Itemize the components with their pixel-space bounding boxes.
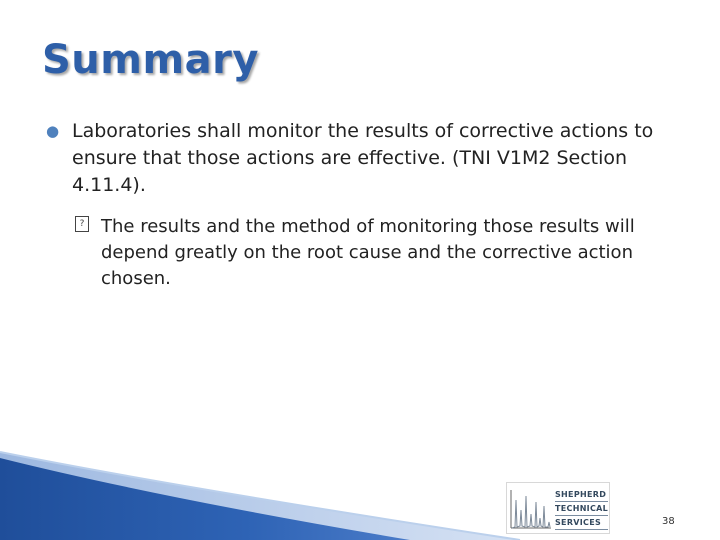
missing-glyph-box-icon: ? bbox=[75, 216, 89, 232]
bullet-level-2 bbox=[75, 214, 675, 292]
page-number: 38 bbox=[662, 516, 675, 527]
bullet-text: Laboratories shall monitor the results of corrective actions to ensure that those actions are effective. (TNI V1M2 Section 4.11.4). bbox=[72, 120, 654, 196]
logo-wordmark bbox=[555, 488, 608, 530]
bullet-level-1 bbox=[46, 118, 666, 199]
logo-line: TECHNICAL bbox=[555, 502, 608, 516]
chromatogram-logo-icon bbox=[510, 488, 552, 530]
sub-bullet-text: The results and the method of monitoring those results will depend greatly on the root cause and the corrective action chosen. bbox=[101, 216, 635, 289]
company-logo bbox=[506, 482, 610, 534]
footer-decoration bbox=[0, 440, 720, 540]
round-bullet-icon: ● bbox=[46, 122, 60, 140]
logo-line: SHEPHERD bbox=[555, 488, 608, 502]
slide-title: Summary bbox=[42, 37, 259, 83]
logo-line: SERVICES bbox=[555, 516, 608, 530]
